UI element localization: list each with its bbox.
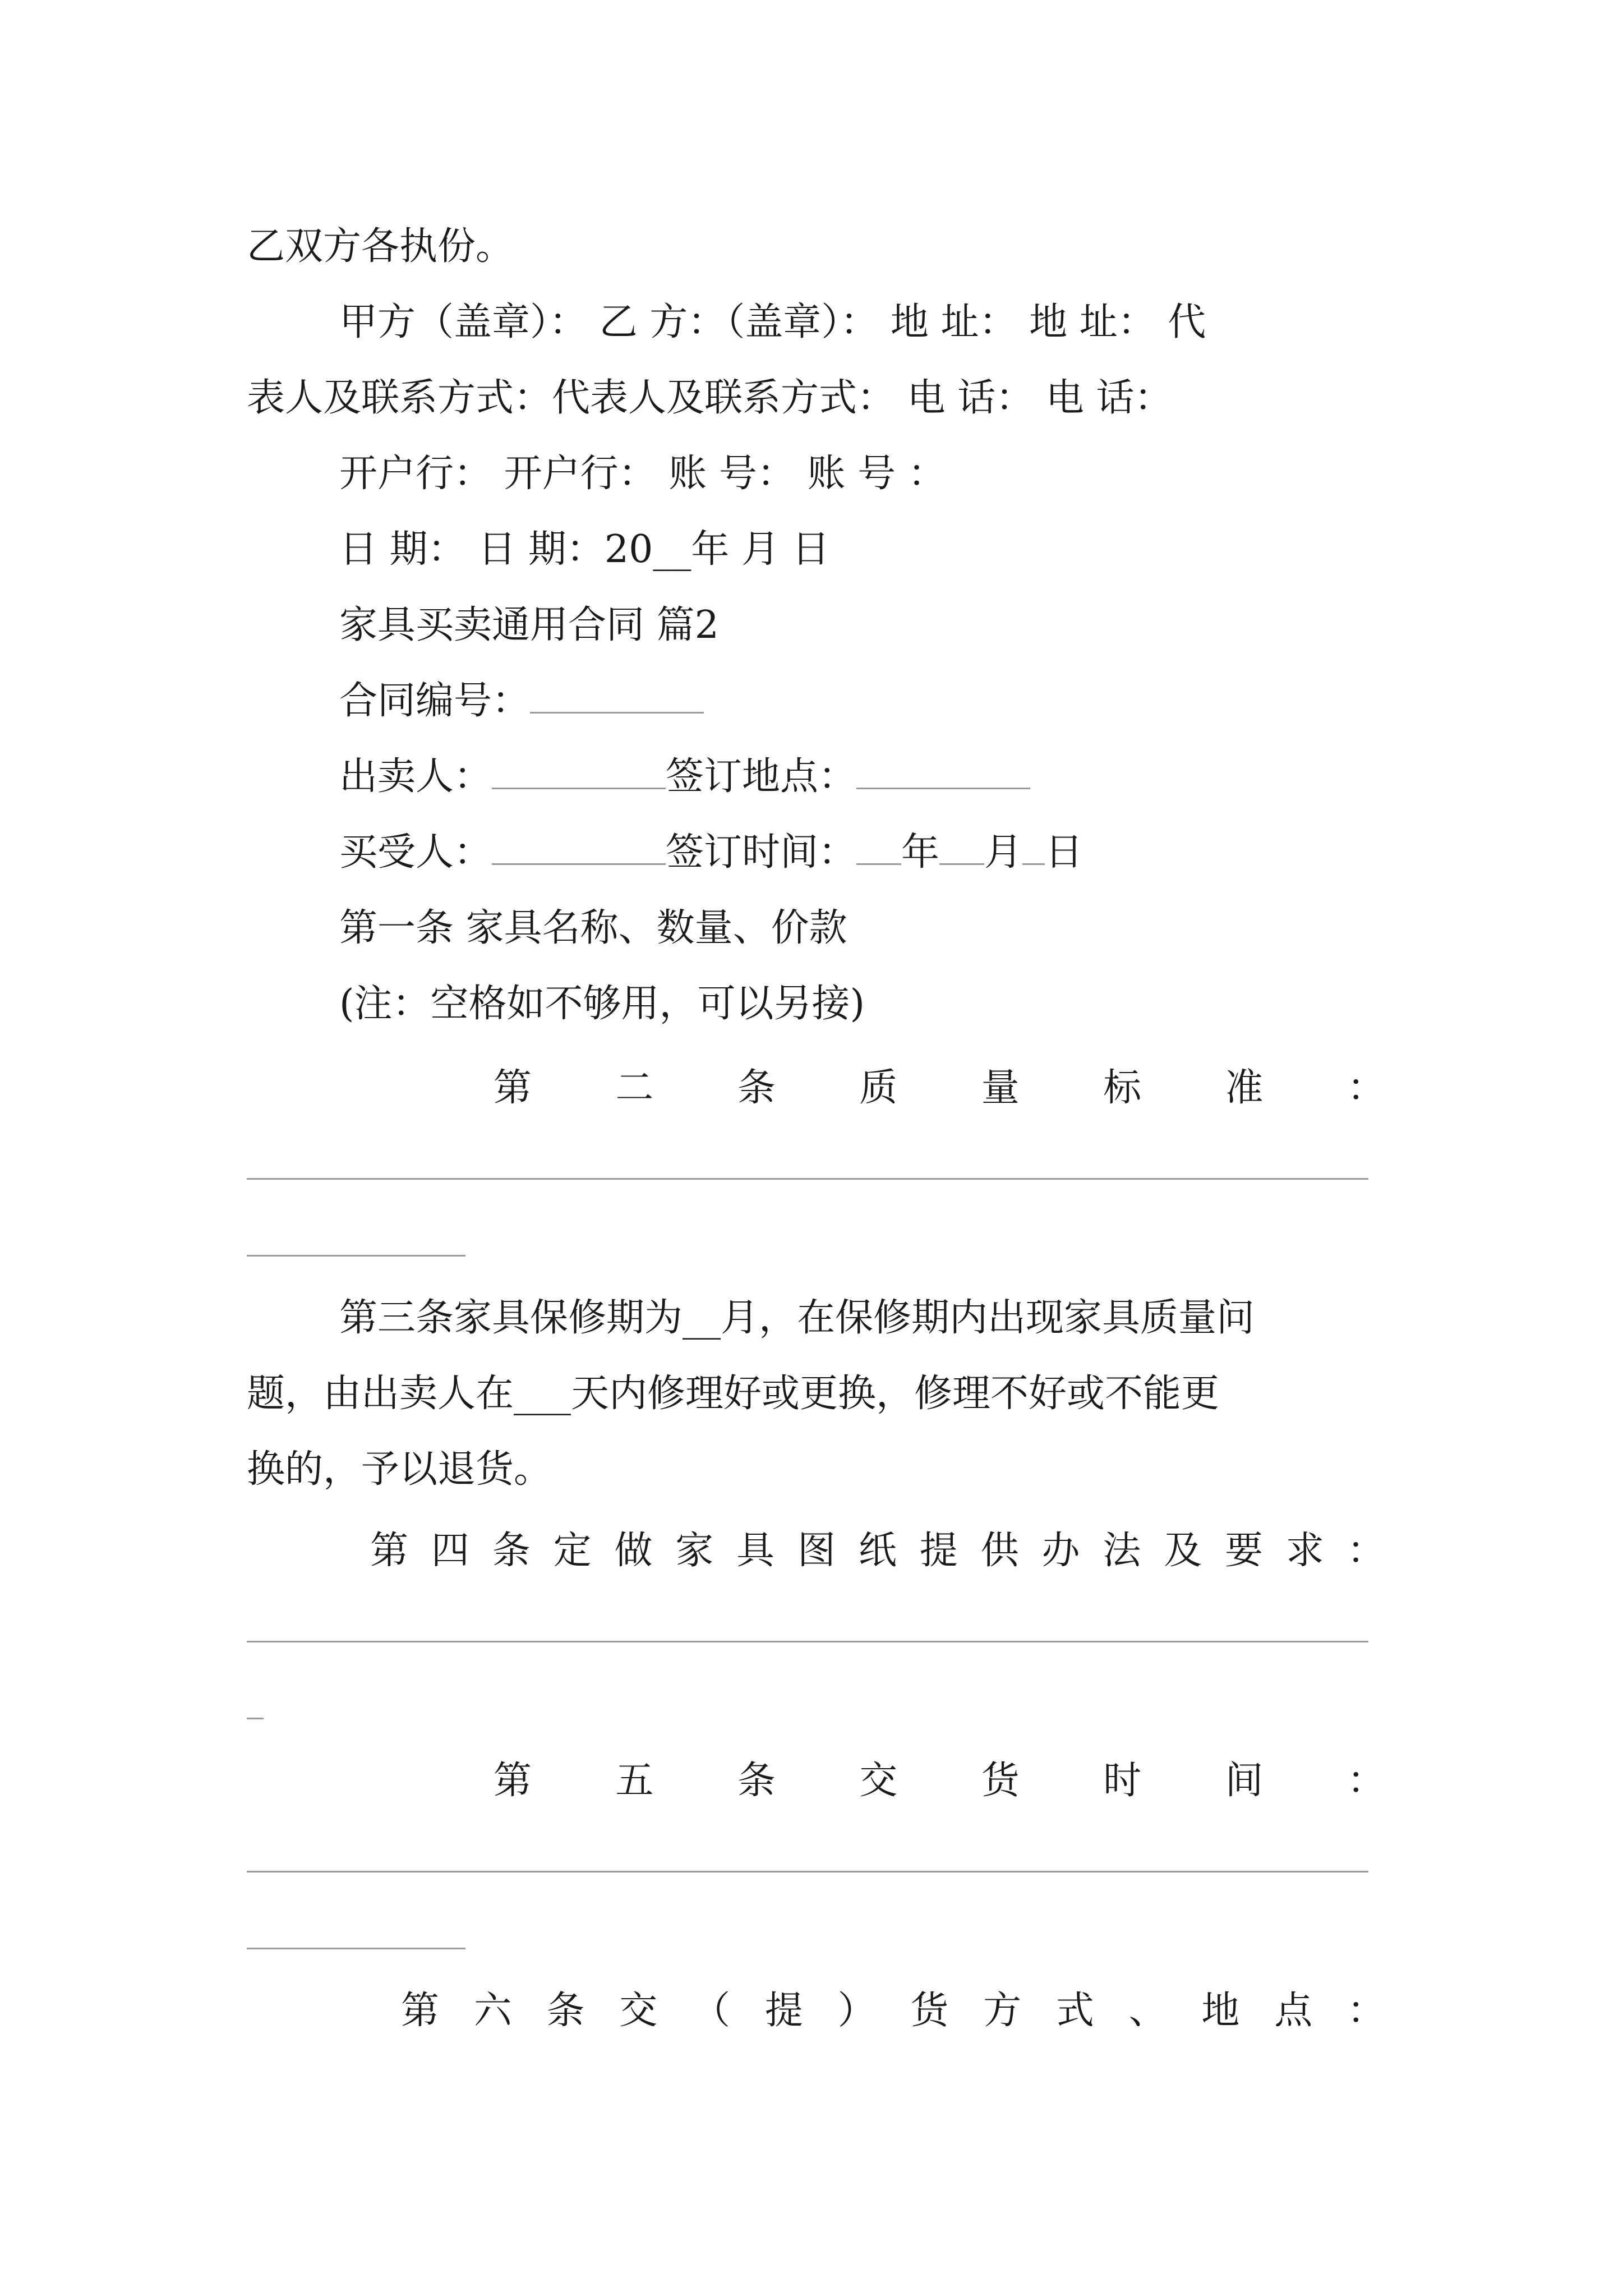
buyer-blank xyxy=(492,830,666,865)
contract-number-blank xyxy=(530,678,704,714)
signing-place-label: 签订地点： xyxy=(666,754,857,799)
buyer-line xyxy=(339,827,1385,878)
signature-contacts-line: 表人及联系方式：代表人及联系方式： 电 话： 电 话： xyxy=(247,376,1173,420)
article-6-char: 第 xyxy=(401,1989,440,2033)
article-5-fill-line xyxy=(247,1871,1368,1872)
article-2-fill-line-short xyxy=(247,1255,465,1257)
article-5-char: 第 xyxy=(494,1759,532,1803)
year-char: 年 xyxy=(901,830,940,875)
month-blank xyxy=(939,830,984,865)
article-4-char: 提 xyxy=(919,1529,958,1573)
article-4-char: 及 xyxy=(1164,1529,1202,1573)
day-char: 日 xyxy=(1045,830,1083,875)
month-char: 月 xyxy=(984,830,1023,875)
article-4-char: 条 xyxy=(492,1529,531,1573)
article-4-heading xyxy=(370,1526,1385,1576)
article-4-char: 家 xyxy=(675,1529,714,1573)
year-blank xyxy=(856,830,901,865)
seller-line xyxy=(339,752,1385,802)
buyer-label: 买受人： xyxy=(339,830,492,875)
article-6-char: 六 xyxy=(473,1989,512,2033)
signature-parties-line: 甲方（盖章）： 乙 方：（盖章）： 地 址： 地 址： 代 xyxy=(339,300,1206,344)
signing-time-label: 签订时间： xyxy=(666,830,857,875)
article-6-char: 条 xyxy=(546,1989,585,2033)
article-2-char: 条 xyxy=(737,1066,776,1110)
article-5-char: 时 xyxy=(1103,1759,1142,1803)
article-5-fill-line-short xyxy=(247,1948,465,1949)
bank-account-line: 开户行： 开户行： 账 号： 账 号 ： xyxy=(339,452,946,496)
date-line: 日 期： 日 期：20__年 月 日 xyxy=(339,527,830,572)
article-2-char: 标 xyxy=(1103,1066,1142,1110)
article-4-fill-line-short xyxy=(247,1718,264,1719)
article-5-char: 五 xyxy=(615,1759,654,1803)
article-6-heading xyxy=(401,1986,1385,2036)
section-title: 家具买卖通用合同 篇2 xyxy=(339,603,719,647)
article-4-char: 求 xyxy=(1285,1529,1324,1573)
seller-label: 出卖人： xyxy=(339,754,492,799)
article-4-char: 法 xyxy=(1103,1529,1141,1573)
article-3-line-1: 第三条家具保修期为__月，在保修期内出现家具质量问 xyxy=(339,1296,1255,1340)
signing-place-blank xyxy=(856,754,1030,789)
article-6-char: （ xyxy=(692,1989,731,2033)
article-2-char: ： xyxy=(1347,1066,1385,1110)
contract-number-line xyxy=(339,676,1385,726)
article-2-char: 二 xyxy=(615,1066,654,1110)
article-2-char: 准 xyxy=(1225,1066,1264,1110)
contract-number-label: 合同编号： xyxy=(339,679,531,723)
article-6-char: 式 xyxy=(1055,1989,1094,2033)
article-4-char: 做 xyxy=(614,1529,653,1573)
day-blank xyxy=(1022,830,1045,865)
article-6-char: 交 xyxy=(619,1989,658,2033)
article-1-heading: 第一条 家具名称、数量、价款 xyxy=(339,906,847,950)
article-6-char: 货 xyxy=(910,1989,949,2033)
article-5-char: ： xyxy=(1347,1759,1385,1803)
article-5-char: 间 xyxy=(1225,1759,1264,1803)
article-3-line-2: 题，由出卖人在___天内修理好或更换，修理不好或不能更 xyxy=(247,1372,1220,1416)
article-6-char: 、 xyxy=(1128,1989,1167,2033)
article-6-char: ： xyxy=(1347,1989,1385,2033)
article-4-char: 要 xyxy=(1225,1529,1264,1573)
article-4-fill-line xyxy=(247,1641,1368,1642)
article-6-char: ） xyxy=(837,1989,876,2033)
article-2-char: 第 xyxy=(494,1066,532,1110)
article-2-char: 量 xyxy=(981,1066,1020,1110)
article-4-char: 图 xyxy=(797,1529,836,1573)
article-4-char: 办 xyxy=(1041,1529,1080,1573)
text-line-closing: 乙双方各执份。 xyxy=(247,224,514,269)
article-4-char: 第 xyxy=(370,1529,409,1573)
article-6-char: 地 xyxy=(1201,1989,1240,2033)
article-2-fill-line xyxy=(247,1178,1368,1180)
article-5-char: 货 xyxy=(981,1759,1020,1803)
article-3-line-3: 换的，予以退货。 xyxy=(247,1447,552,1492)
article-4-char: 定 xyxy=(553,1529,592,1573)
article-4-char: 四 xyxy=(431,1529,469,1573)
article-2-char: 质 xyxy=(859,1066,898,1110)
article-5-heading xyxy=(494,1756,1385,1806)
article-4-char: 纸 xyxy=(858,1529,897,1573)
article-6-char: 提 xyxy=(764,1989,803,2033)
article-5-char: 条 xyxy=(737,1759,776,1803)
article-5-char: 交 xyxy=(859,1759,898,1803)
article-4-char: 具 xyxy=(736,1529,775,1573)
article-4-char: 供 xyxy=(980,1529,1019,1573)
note-line: (注：空格如不够用，可以另接) xyxy=(339,982,865,1026)
article-6-char: 方 xyxy=(983,1989,1022,2033)
article-2-heading xyxy=(494,1063,1385,1114)
article-6-char: 点 xyxy=(1274,1989,1313,2033)
article-4-char: ： xyxy=(1347,1529,1385,1573)
seller-blank xyxy=(492,754,666,789)
